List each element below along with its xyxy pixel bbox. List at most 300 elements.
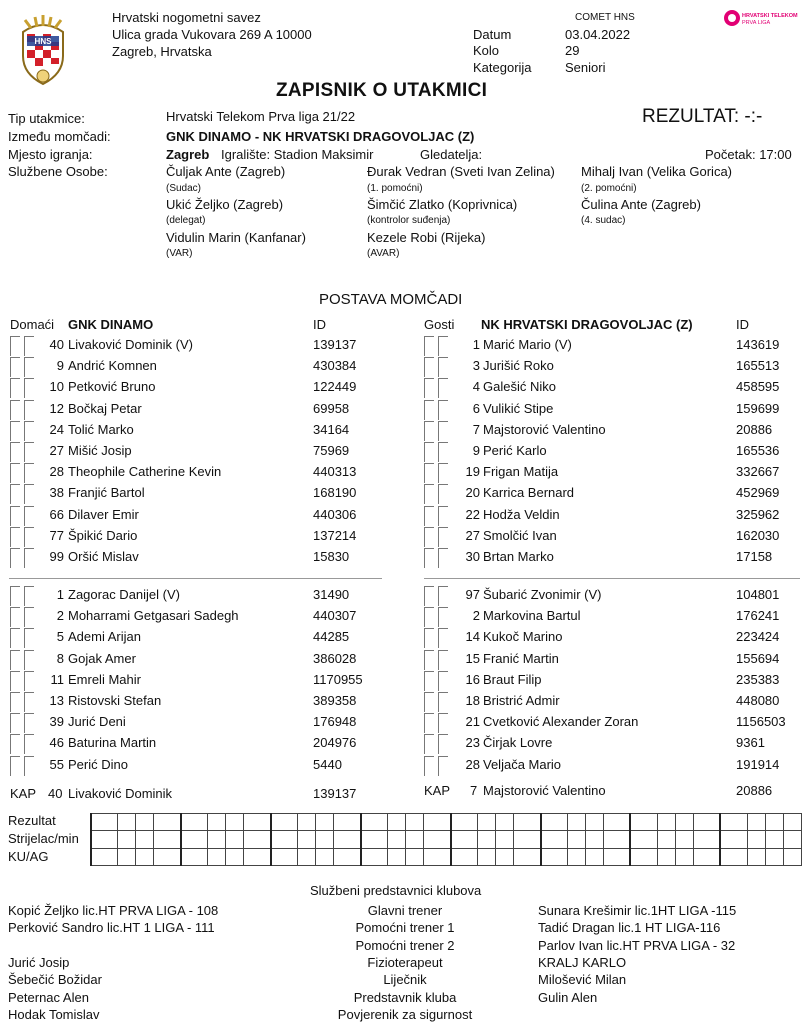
official-role: (1. pomoćni)	[367, 183, 423, 194]
player-number: 27	[465, 528, 480, 543]
igraliste: Igralište: Stadion Maksimir	[221, 147, 374, 162]
rep-left-name: Kopić Željko lic.HT PRVA LIGA - 108	[8, 903, 219, 918]
checkbox-sub	[24, 650, 34, 670]
grid-cell	[181, 814, 208, 831]
rep-role: Glavni trener	[367, 903, 443, 918]
kolo-value: 29	[565, 43, 580, 58]
grid-cell	[585, 814, 603, 831]
checkbox-sub	[24, 463, 34, 483]
grid-cell	[675, 814, 693, 831]
rep-role: Pomoćni trener 1	[355, 920, 455, 935]
player-number: 21	[465, 714, 480, 729]
home-captain-name: Livaković Dominik	[68, 786, 173, 801]
official-name: Kezele Robi (Rijeka)	[367, 230, 486, 245]
player-id: 165536	[736, 443, 780, 458]
player-name: Franić Martin	[483, 651, 559, 666]
player-id: 34164	[313, 422, 350, 437]
player-id: 75969	[313, 443, 350, 458]
checkbox-played	[10, 336, 20, 356]
grid-cell	[657, 814, 675, 831]
player-name: Dilaver Emir	[68, 507, 139, 522]
grid-cell	[118, 831, 136, 848]
checkbox-sub	[438, 442, 448, 462]
player-id: 168190	[313, 485, 357, 500]
grid-cell	[136, 848, 154, 865]
grid-cell	[783, 848, 801, 865]
checkbox-sub	[438, 628, 448, 648]
player-name: Veljača Mario	[483, 757, 562, 772]
checkbox-played	[10, 357, 20, 377]
grid-cell	[226, 831, 244, 848]
checkbox-played	[424, 650, 434, 670]
home-id-header: ID	[313, 317, 326, 332]
grid-cell	[244, 814, 271, 831]
checkbox-played	[424, 586, 434, 606]
grid-cell	[675, 848, 693, 865]
away-captain-number: 7	[470, 783, 478, 798]
officials-label: Službene Osobe:	[8, 164, 108, 179]
grid-cell	[747, 831, 765, 848]
grid-cell	[316, 814, 334, 831]
player-number: 77	[49, 528, 64, 543]
grid-cell	[451, 831, 478, 848]
checkbox-sub	[24, 734, 34, 754]
grid-cell	[316, 848, 334, 865]
grid-cell	[630, 814, 657, 831]
checkbox-played	[10, 586, 20, 606]
player-number: 28	[465, 757, 480, 772]
player-id: 440313	[313, 464, 357, 479]
checkbox-sub	[438, 734, 448, 754]
checkbox-sub	[24, 628, 34, 648]
checkbox-played	[10, 527, 20, 547]
player-id: 17158	[736, 549, 773, 564]
away-captain-label: KAP	[424, 783, 451, 798]
checkbox-played	[424, 713, 434, 733]
grid-cell	[541, 848, 568, 865]
checkbox-played	[424, 336, 434, 356]
kolo-label: Kolo	[473, 43, 500, 58]
club-reps-title: Službeni predstavnici klubova	[310, 883, 482, 898]
pocetak: Početak: 17:00	[705, 147, 792, 162]
grid-cell	[765, 831, 783, 848]
checkbox-sub	[24, 671, 34, 691]
player-number: 6	[472, 401, 480, 416]
grid-cell	[568, 831, 586, 848]
player-number: 39	[49, 714, 64, 729]
checkbox-sub	[438, 336, 448, 356]
player-name: Baturina Martin	[68, 735, 157, 750]
player-number: 24	[49, 422, 64, 437]
player-name: Theophile Catherine Kevin	[68, 464, 222, 479]
grid-cell	[154, 814, 181, 831]
player-name: Ristovski Stefan	[68, 693, 162, 708]
checkbox-sub	[24, 527, 34, 547]
checkbox-played	[424, 463, 434, 483]
rep-role: Predstavnik kluba	[353, 990, 457, 1005]
official-role: (AVAR)	[367, 248, 400, 259]
grid-cell	[181, 831, 208, 848]
grid-cell	[298, 848, 316, 865]
grid-cell	[334, 848, 361, 865]
player-name: Jurišić Roko	[483, 358, 554, 373]
checkbox-sub	[24, 378, 34, 398]
away-label: Gosti	[424, 317, 455, 332]
rep-left-name: Peternac Alen	[8, 990, 89, 1005]
player-id: 386028	[313, 651, 357, 666]
player-number: 12	[49, 401, 64, 416]
grid-cell	[720, 848, 747, 865]
checkbox-played	[424, 442, 434, 462]
player-number: 97	[465, 587, 480, 602]
checkbox-sub	[438, 506, 448, 526]
checkbox-played	[424, 421, 434, 441]
grid-cell	[603, 831, 630, 848]
rep-right-name: Tadić Dragan lic.1 HT LIGA-116	[538, 920, 721, 935]
player-name: Ademi Arijan	[68, 629, 141, 644]
grid-cell	[91, 848, 118, 865]
federation-address: Ulica grada Vukovara 269 A 10000	[112, 27, 312, 42]
player-number: 99	[49, 549, 64, 564]
player-number: 66	[49, 507, 64, 522]
gledatelja: Gledatelja:	[420, 147, 483, 162]
checkbox-sub	[24, 756, 34, 776]
checkbox-played	[424, 484, 434, 504]
grid-cell	[334, 831, 361, 848]
player-id: 176948	[313, 714, 357, 729]
checkbox-played	[10, 548, 20, 568]
checkbox-played	[424, 548, 434, 568]
rep-role: Fizioterapeut	[367, 955, 443, 970]
away-captain-name: Majstorović Valentino	[483, 783, 606, 798]
grid-cell	[181, 848, 208, 865]
player-number: 15	[465, 651, 480, 666]
grid-cell	[478, 848, 496, 865]
grid-cell	[361, 831, 388, 848]
checkbox-sub	[24, 336, 34, 356]
player-id: 69958	[313, 401, 350, 416]
checkbox-played	[424, 692, 434, 712]
official-name: Vidulin Marin (Kanfanar)	[166, 230, 306, 245]
teams-value: GNK DINAMO - NK HRVATSKI DRAGOVOLJAC (Z)	[166, 129, 475, 144]
player-name: Kukoč Marino	[483, 629, 563, 644]
grid-cell	[298, 814, 316, 831]
grid-label-rezultat: Rezultat	[8, 813, 56, 828]
home-captain-number: 40	[48, 786, 63, 801]
rep-right-name: Parlov Ivan lic.HT PRVA LIGA - 32	[538, 938, 736, 953]
checkbox-played	[10, 484, 20, 504]
official-name: Đurak Vedran (Sveti Ivan Zelina)	[367, 164, 555, 179]
checkbox-sub	[24, 421, 34, 441]
grid-cell	[91, 831, 118, 848]
grid-cell	[226, 814, 244, 831]
away-team-name: NK HRVATSKI DRAGOVOLJAC (Z)	[481, 317, 693, 332]
rep-right-name: Sunara Krešimir lic.1HT LIGA -115	[538, 903, 737, 918]
official-name: Mihalj Ivan (Velika Gorica)	[581, 164, 732, 179]
checkbox-played	[10, 463, 20, 483]
checkbox-played	[424, 756, 434, 776]
player-number: 55	[49, 757, 64, 772]
player-name: Karrica Bernard	[483, 485, 575, 500]
grid-cell	[675, 831, 693, 848]
checkbox-played	[424, 378, 434, 398]
checkbox-played	[10, 607, 20, 627]
grid-row	[91, 814, 802, 831]
player-number: 8	[56, 651, 64, 666]
grid-cell	[136, 814, 154, 831]
home-label: Domaći	[10, 317, 55, 332]
grid-cell	[783, 814, 801, 831]
player-name: Cvetković Alexander Zoran	[483, 714, 639, 729]
hns-crest-logo	[17, 14, 69, 86]
player-name: Brtan Marko	[483, 549, 554, 564]
kategorija-value: Seniori	[565, 60, 606, 75]
player-number: 27	[49, 443, 64, 458]
rep-right-name: Gulin Alen	[538, 990, 598, 1005]
checkbox-played	[10, 442, 20, 462]
grid-cell	[406, 831, 424, 848]
grid-cell	[478, 831, 496, 848]
grid-cell	[585, 831, 603, 848]
checkbox-sub	[24, 484, 34, 504]
grid-cell	[298, 831, 316, 848]
home-captain-label: KAP	[10, 786, 37, 801]
player-id: 162030	[736, 528, 780, 543]
player-id: 44285	[313, 629, 350, 644]
grid-cell	[478, 814, 496, 831]
checkbox-sub	[24, 506, 34, 526]
player-name: Moharrami Getgasari Sadegh	[68, 608, 239, 623]
grid-cell	[451, 848, 478, 865]
federation-city: Zagreb, Hrvatska	[112, 44, 212, 59]
grid-cell	[406, 814, 424, 831]
grid-cell	[630, 848, 657, 865]
player-name: Braut Filip	[483, 672, 542, 687]
player-number: 1	[56, 587, 64, 602]
player-number: 13	[49, 693, 64, 708]
player-id: 31490	[313, 587, 350, 602]
comet-label: COMET HNS	[575, 12, 635, 23]
player-name: Hodža Veldin	[483, 507, 560, 522]
kategorija-label: Kategorija	[473, 60, 532, 75]
player-id: 332667	[736, 464, 780, 479]
datum-value: 03.04.2022	[565, 27, 631, 42]
player-id: 191914	[736, 757, 780, 772]
crest-text: HNS	[34, 37, 52, 46]
player-id: 235383	[736, 672, 780, 687]
player-number: 19	[465, 464, 480, 479]
player-id: 458595	[736, 379, 780, 394]
player-name: Majstorović Valentino	[483, 422, 606, 437]
checkbox-played	[10, 400, 20, 420]
player-name: Galešić Niko	[483, 379, 556, 394]
player-id: 223424	[736, 629, 780, 644]
rep-left-name: Perković Sandro lic.HT 1 LIGA - 111	[8, 920, 215, 935]
player-id: 20886	[736, 422, 773, 437]
grid-cell	[720, 831, 747, 848]
checkbox-sub	[438, 586, 448, 606]
checkbox-played	[424, 400, 434, 420]
checkbox-sub	[24, 548, 34, 568]
checkbox-played	[424, 357, 434, 377]
grid-cell	[693, 848, 720, 865]
grid-cell	[91, 814, 118, 831]
checkbox-played	[424, 607, 434, 627]
official-name: Ukić Željko (Zagreb)	[166, 197, 284, 212]
checkbox-played	[10, 713, 20, 733]
player-id: 139137	[313, 337, 357, 352]
grid-cell	[657, 848, 675, 865]
grid-cell	[568, 848, 586, 865]
grid-cell	[630, 831, 657, 848]
player-id: 448080	[736, 693, 780, 708]
rep-left-name: Šebečić Božidar	[8, 972, 102, 987]
grid-cell	[585, 848, 603, 865]
checkbox-sub	[24, 713, 34, 733]
player-number: 9	[56, 358, 64, 373]
official-role: (VAR)	[166, 248, 193, 259]
grid-cell	[765, 814, 783, 831]
grid-cell	[514, 814, 541, 831]
score-grid	[90, 813, 802, 866]
checkbox-played	[10, 421, 20, 441]
grid-cell	[541, 814, 568, 831]
player-number: 38	[49, 485, 64, 500]
grid-cell	[693, 831, 720, 848]
grid-row	[91, 831, 802, 848]
player-name: Livaković Dominik (V)	[68, 337, 193, 352]
away-id-header: ID	[736, 317, 749, 332]
official-name: Čuljak Ante (Zagreb)	[166, 164, 286, 179]
grid-cell	[603, 814, 630, 831]
player-number: 40	[49, 337, 64, 352]
grid-cell	[388, 831, 406, 848]
player-number: 22	[465, 507, 480, 522]
checkbox-sub	[438, 400, 448, 420]
checkbox-played	[10, 506, 20, 526]
rep-role: Liječnik	[383, 972, 427, 987]
official-name: Šimčić Zlatko (Koprivnica)	[367, 197, 518, 212]
grid-cell	[136, 831, 154, 848]
player-name: Emreli Mahir	[68, 672, 141, 687]
player-number: 9	[472, 443, 480, 458]
player-name: Špikić Dario	[68, 528, 138, 543]
away-captain-id: 20886	[736, 783, 773, 798]
checkbox-played	[10, 628, 20, 648]
player-name: Franjić Bartol	[68, 485, 145, 500]
grid-label-strijelac: Strijelac/min	[8, 831, 79, 846]
player-id: 9361	[736, 735, 765, 750]
player-number: 46	[49, 735, 64, 750]
official-role: (Sudac)	[166, 183, 202, 194]
checkbox-played	[424, 527, 434, 547]
checkbox-played	[424, 506, 434, 526]
lineup-title: POSTAVA MOMČADI	[319, 291, 463, 308]
home-team-name: GNK DINAMO	[68, 317, 154, 332]
grid-cell	[406, 848, 424, 865]
player-number: 11	[50, 672, 64, 687]
player-id: 143619	[736, 337, 780, 352]
checkbox-played	[10, 692, 20, 712]
grid-cell	[496, 814, 514, 831]
player-number: 28	[49, 464, 64, 479]
grid-cell	[316, 831, 334, 848]
grid-cell	[657, 831, 675, 848]
player-id: 104801	[736, 587, 780, 602]
grid-cell	[271, 848, 298, 865]
mjesto-label: Mjesto igranja:	[8, 147, 93, 162]
grid-cell	[388, 848, 406, 865]
checkbox-played	[424, 671, 434, 691]
rep-left-name: Jurić Josip	[8, 955, 70, 970]
grid-cell	[244, 831, 271, 848]
official-role: (4. sudac)	[581, 215, 626, 226]
player-number: 2	[56, 608, 64, 623]
checkbox-sub	[438, 756, 448, 776]
player-name: Šubarić Zvonimir (V)	[483, 587, 602, 602]
player-id: 440307	[313, 608, 357, 623]
player-number: 10	[49, 379, 64, 394]
grid-cell	[334, 814, 361, 831]
grid-cell	[693, 814, 720, 831]
checkbox-sub	[438, 484, 448, 504]
grid-cell	[226, 848, 244, 865]
grid-cell	[568, 814, 586, 831]
home-captain-id: 139137	[313, 786, 357, 801]
player-id: 5440	[313, 757, 342, 772]
player-number: 2	[472, 608, 480, 623]
player-id: 159699	[736, 401, 780, 416]
player-number: 18	[465, 693, 480, 708]
checkbox-sub	[24, 400, 34, 420]
grid-cell	[361, 848, 388, 865]
player-name: Markovina Bartul	[483, 608, 581, 623]
grid-cell	[118, 814, 136, 831]
official-name: Čulina Ante (Zagreb)	[581, 197, 701, 212]
player-number: 3	[472, 358, 480, 373]
player-name: Bristrić Admir	[483, 693, 560, 708]
grid-cell	[783, 831, 801, 848]
home-divider	[9, 578, 382, 579]
checkbox-sub	[438, 463, 448, 483]
checkbox-sub	[438, 607, 448, 627]
grid-cell	[424, 848, 451, 865]
grid-cell	[603, 848, 630, 865]
player-id: 137214	[313, 528, 357, 543]
rezultat: REZULTAT: -:-	[642, 106, 763, 127]
player-id: 204976	[313, 735, 357, 750]
player-id: 15830	[313, 549, 350, 564]
checkbox-played	[10, 650, 20, 670]
grid-row	[91, 848, 802, 865]
player-number: 16	[465, 672, 480, 687]
checkbox-sub	[24, 442, 34, 462]
player-name: Bočkaj Petar	[68, 401, 142, 416]
official-role: (kontrolor suđenja)	[367, 215, 451, 226]
player-name: Smolčić Ivan	[483, 528, 557, 543]
rep-left-name: Hodak Tomislav	[8, 1007, 100, 1022]
grid-cell	[720, 814, 747, 831]
grid-cell	[424, 831, 451, 848]
grid-cell	[424, 814, 451, 831]
rep-role: Pomoćni trener 2	[355, 938, 455, 953]
checkbox-sub	[438, 378, 448, 398]
grid-cell	[208, 848, 226, 865]
grid-cell	[496, 848, 514, 865]
checkbox-sub	[438, 713, 448, 733]
player-name: Perić Karlo	[483, 443, 547, 458]
teams-label: Između momčadi:	[8, 129, 111, 144]
